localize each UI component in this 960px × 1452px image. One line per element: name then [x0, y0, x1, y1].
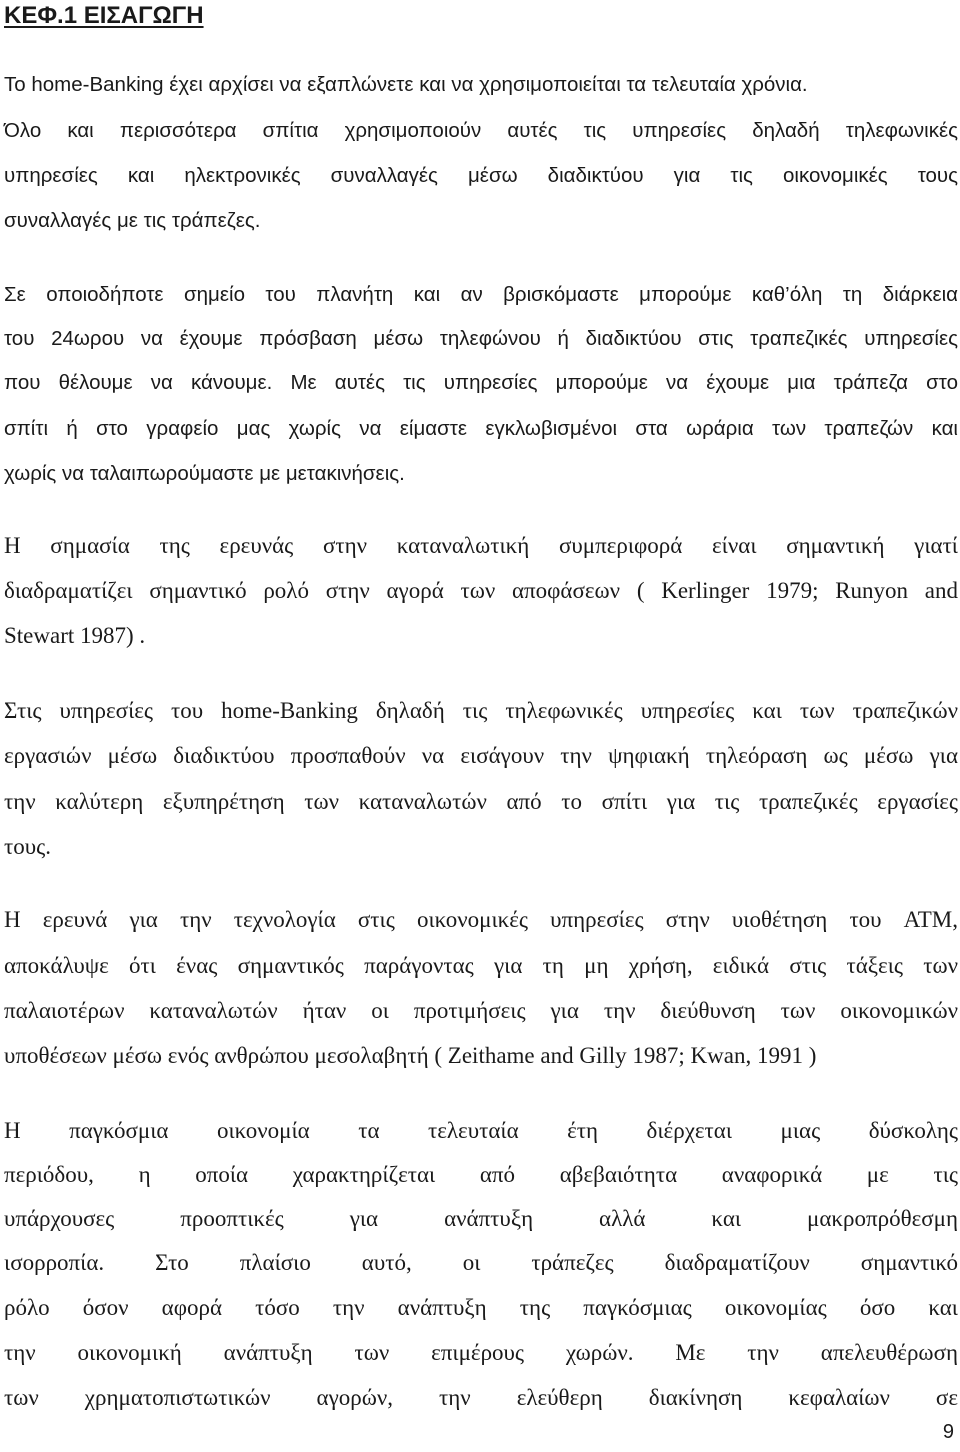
paragraph-line: υπάρχουσες προοπτικές για ανάπτυξη αλλά και μακροπρόθεσμη: [4, 1206, 958, 1231]
page-number: 9: [942, 1421, 954, 1443]
paragraph-line: Το home-Banking έχει αρχίσει να εξαπλώνετε και να χρησιμοποιείται τα τελευταία χρόνια.: [4, 73, 808, 96]
paragraph-line: εργασιών μέσω διαδικτύου προσπαθούν να εισάγουν την ψηφιακή τηλεόραση ως μέσω για: [4, 743, 958, 768]
paragraph-line: τους.: [4, 834, 51, 859]
paragraph-line: υποθέσεων μέσω ενός ανθρώπου μεσολαβητή ( Zeithame and Gilly 1987; Kwan, 1991 ): [4, 1043, 817, 1068]
paragraph-line: σπίτι ή στο γραφείο μας χωρίς να είμαστε εγκλωβισμένοι στα ωράρια των τραπεζών και: [4, 417, 958, 440]
paragraph-line: Η παγκόσμια οικονομία τα τελευταία έτη διέρχεται μιας δύσκολης: [4, 1118, 958, 1143]
chapter-heading: ΚΕΦ.1 ΕΙΣΑΓΩΓΗ: [4, 2, 204, 29]
paragraph-line: ρόλο όσον αφορά τόσο την ανάπτυξη της παγκόσμιας οικονομίας όσο και: [4, 1295, 958, 1320]
paragraph-line: χωρίς να ταλαιπωρούμαστε με μετακινήσεις.: [4, 462, 405, 485]
paragraph-line: Στις υπηρεσίες του home-Banking δηλαδή τις τηλεφωνικές υπηρεσίες και των τραπεζικών: [4, 698, 958, 723]
paragraph-line: υπηρεσίες και ηλεκτρονικές συναλλαγές μέσω διαδικτύου για τις οικονομικές τους: [4, 164, 958, 187]
paragraph-line: του 24ωρου να έχουμε πρόσβαση μέσω τηλεφώνου ή διαδικτύου στις τραπεζικές υπηρεσίες: [4, 327, 958, 350]
paragraph-line: Όλο και περισσότερα σπίτια χρησιμοποιούν αυτές τις υπηρεσίες δηλαδή τηλεφωνικές: [4, 119, 958, 142]
paragraph-line: των χρηματοπιστωτικών αγορών, την ελεύθερη διακίνηση κεφαλαίων σε: [4, 1385, 958, 1410]
paragraph-line: που θέλουμε να κάνουμε. Με αυτές τις υπηρεσίες μπορούμε να έχουμε μια τράπεζα στο: [4, 371, 958, 394]
paragraph-line: αποκάλυψε ότι ένας σημαντικός παράγοντας για τη μη χρήση, ειδικά στις τάξεις των: [4, 953, 958, 978]
paragraph-line: παλαιοτέρων καταναλωτών ήταν οι προτιμήσεις για την διεύθυνση των οικονομικών: [4, 998, 958, 1023]
paragraph-line: Stewart 1987) .: [4, 623, 146, 648]
document-page: [4, 0, 958, 1452]
paragraph-line: συναλλαγές με τις τράπεζες.: [4, 209, 261, 232]
paragraph-line: Η ερευνά για την τεχνολογία στις οικονομικές υπηρεσίες στην υιοθέτηση του ATM,: [4, 907, 958, 932]
paragraph-line: Σε οποιοδήποτε σημείο του πλανήτη και αν βρισκόμαστε μπορούμε καθ’όλη τη διάρκεια: [4, 283, 958, 306]
paragraph-line: την οικονομική ανάπτυξη των επιμέρους χωρών. Με την απελευθέρωση: [4, 1340, 958, 1365]
paragraph-line: περιόδου, η οποία χαρακτηρίζεται από αβεβαιότητα αναφορικά με τις: [4, 1162, 958, 1187]
paragraph-line: ισορροπία. Στο πλαίσιο αυτό, οι τράπεζες διαδραματίζουν σημαντικό: [4, 1250, 958, 1275]
paragraph-line: την καλύτερη εξυπηρέτηση των καταναλωτών από το σπίτι για τις τραπεζικές εργασίες: [4, 789, 958, 814]
paragraph-line: Η σημασία της ερευνάς στην καταναλωτική συμπεριφορά είναι σημαντική γιατί: [4, 533, 958, 558]
paragraph-line: διαδραματίζει σημαντικό ρολό στην αγορά των αποφάσεων ( Kerlinger 1979; Runyon and: [4, 578, 958, 603]
